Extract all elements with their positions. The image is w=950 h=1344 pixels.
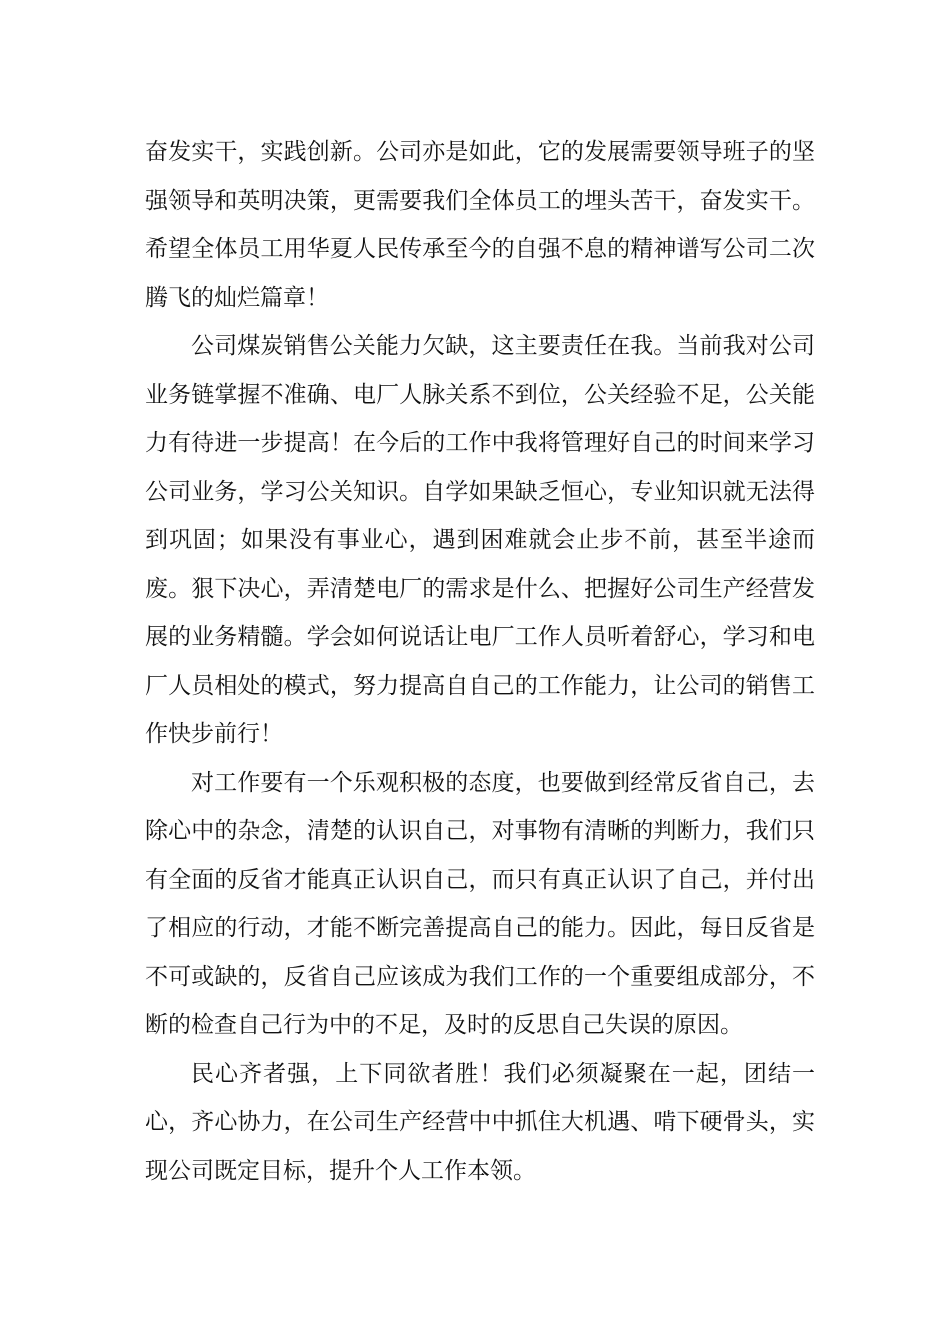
paragraph-self-reflection: 对工作要有一个乐观积极的态度，也要做到经常反省自己，去除心中的杂念，清楚的认识自己，对事物有清晰的判断力，我们只有全面的反省才能真正认识自己，而只有真正认识了自己，并付出了相应的行动，才能不断完善提高自己的能力。因此，每日反省是不可或缺的，反省自己应该成为我们工作的一个重要组成部分，不断的检查自己行为中的不足，及时的反思自己失误的原因。 (145, 769, 815, 1038)
document-body (145, 128, 815, 1195)
paragraph-continuation: 奋发实干，实践创新。公司亦是如此，它的发展需要领导班子的坚强领导和英明决策，更需要我们全体员工的埋头苦干，奋发实干。希望全体员工用华夏人民传承至今的自强不息的精神谱写公司二次腾飞的灿烂篇章！ (145, 139, 815, 311)
paragraph-unity: 民心齐者强，上下同欲者胜！我们必须凝聚在一起，团结一心，齐心协力，在公司生产经营中中抓住大机遇、啃下硬骨头，实现公司既定目标，提升个人工作本领。 (145, 1060, 815, 1184)
paragraph-sales-pr: 公司煤炭销售公关能力欠缺，这主要责任在我。当前我对公司业务链掌握不准确、电厂人脉关系不到位，公关经验不足，公关能力有待进一步提高！在今后的工作中我将管理好自己的时间来学习公司业务，学习公关知识。自学如果缺乏恒心，专业知识就无法得到巩固；如果没有事业心，遇到困难就会止步不前，甚至半途而废。狠下决心，弄清楚电厂的需求是什么、把握好公司生产经营发展的业务精髓。学会如何说话让电厂工作人员听着舒心，学习和电厂人员相处的模式，努力提高自自己的工作能力，让公司的销售工作快步前行！ (145, 333, 815, 747)
